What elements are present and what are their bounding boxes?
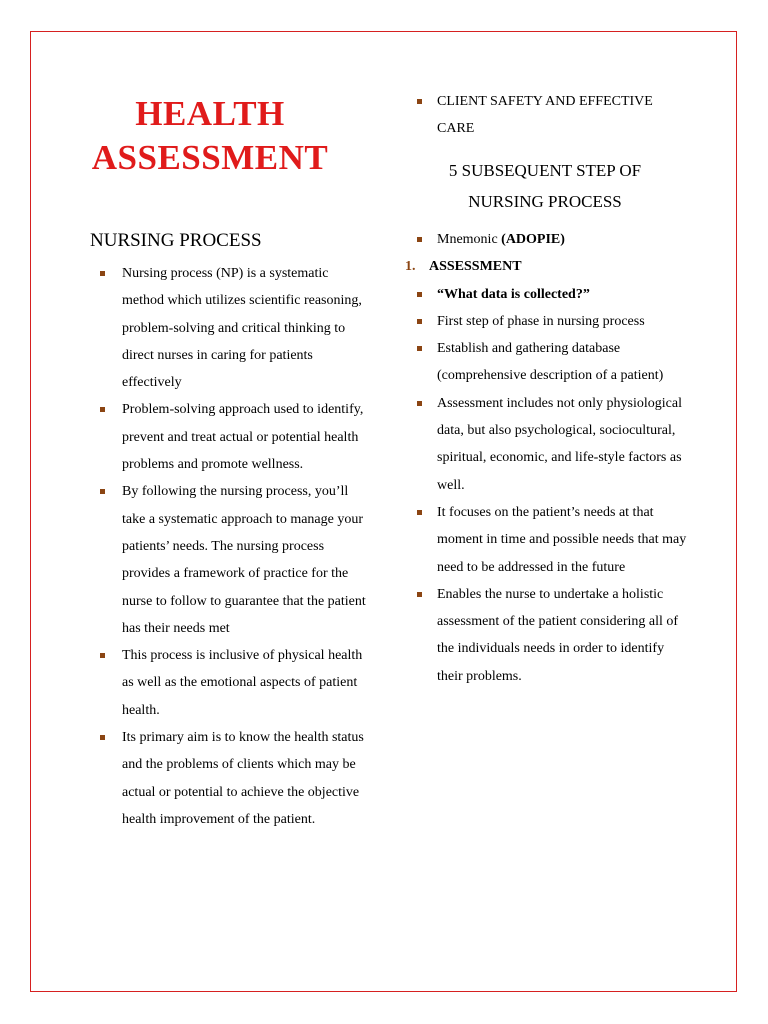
- list-item: [437, 308, 687, 335]
- list-item: [437, 88, 677, 143]
- mnemonic-acronym: (ADOPIE): [501, 232, 565, 247]
- list-item-text: Problem-solving approach used to identify, prevent and treat actual or potential health problems and promote wellness.: [122, 402, 364, 473]
- list-item-text: Assessment includes not only physiological data, but also psychological, sociocultural, spiritual, economic, and life-style factors as well.: [437, 395, 682, 493]
- square-bullet-icon: [417, 346, 422, 351]
- assessment-list: [405, 226, 687, 690]
- list-item: [122, 642, 367, 724]
- square-bullet-icon: [100, 407, 105, 412]
- list-item-text: By following the nursing process, you’ll take a systematic approach to manage your patients’ needs. The nursing process provides a framework of practice for the nurse to follow to guarantee that the patient has their needs met: [122, 484, 366, 636]
- document-title: [0, 92, 420, 180]
- list-item: [437, 581, 687, 690]
- square-bullet-icon: [100, 653, 105, 658]
- list-item: [437, 390, 687, 499]
- list-item: [122, 260, 367, 396]
- square-bullet-icon: [417, 237, 422, 242]
- subsequent-steps-heading: [405, 155, 685, 217]
- square-bullet-icon: [100, 735, 105, 740]
- client-safety-list: [437, 88, 677, 143]
- mnemonic-item: [437, 226, 687, 253]
- square-bullet-icon: [417, 401, 422, 406]
- square-bullet-icon: [417, 510, 422, 515]
- list-item-text: This process is inclusive of physical health as well as the emotional aspects of patient health.: [122, 648, 363, 718]
- title-line-2: ASSESSMENT: [91, 138, 329, 177]
- square-bullet-icon: [417, 592, 422, 597]
- square-bullet-icon: [417, 319, 422, 324]
- list-item: [437, 335, 687, 390]
- list-item-text: Its primary aim is to know the health status and the problems of clients which may be actual or potential to achieve the objective health improvement of the patient.: [122, 730, 364, 827]
- numbered-step-item: [405, 253, 687, 280]
- square-bullet-icon: [417, 99, 422, 104]
- nursing-process-heading: NURSING PROCESS: [90, 230, 262, 251]
- step-label: ASSESSMENT: [429, 259, 522, 275]
- mnemonic-prefix: Mnemonic: [437, 232, 502, 247]
- nursing-process-list: [122, 260, 367, 833]
- list-item: [437, 499, 687, 581]
- question-text: “What data is collected?”: [437, 286, 590, 302]
- list-item: [122, 478, 367, 642]
- list-item-text: It focuses on the patient’s needs at that moment in time and possible needs that may need to be addressed in the future: [437, 504, 687, 575]
- list-item-text: Enables the nurse to undertake a holistic assessment of the patient considering all of the individuals needs in order to identify their problems.: [437, 586, 679, 684]
- list-item-text: Nursing process (NP) is a systematic method which utilizes scientific reasoning, problem-solving and critical thinking to direct nurses in caring for patients effectively: [122, 266, 362, 391]
- list-item-text: CLIENT SAFETY AND EFFECTIVE CARE: [437, 94, 653, 137]
- title-line-1: HEALTH: [135, 94, 285, 133]
- list-item: [437, 281, 687, 308]
- list-item-text: First step of phase in nursing process: [437, 313, 645, 329]
- subheading-line-1: 5 SUBSEQUENT STEP OF: [448, 161, 642, 180]
- square-bullet-icon: [100, 489, 105, 494]
- step-number: 1.: [405, 259, 416, 275]
- square-bullet-icon: [100, 271, 105, 276]
- list-item: [122, 396, 367, 478]
- list-item: [122, 724, 367, 833]
- square-bullet-icon: [417, 292, 422, 297]
- subheading-line-2: NURSING PROCESS: [468, 192, 622, 211]
- list-item-text: Establish and gathering database (comprehensive description of a patient): [437, 341, 664, 384]
